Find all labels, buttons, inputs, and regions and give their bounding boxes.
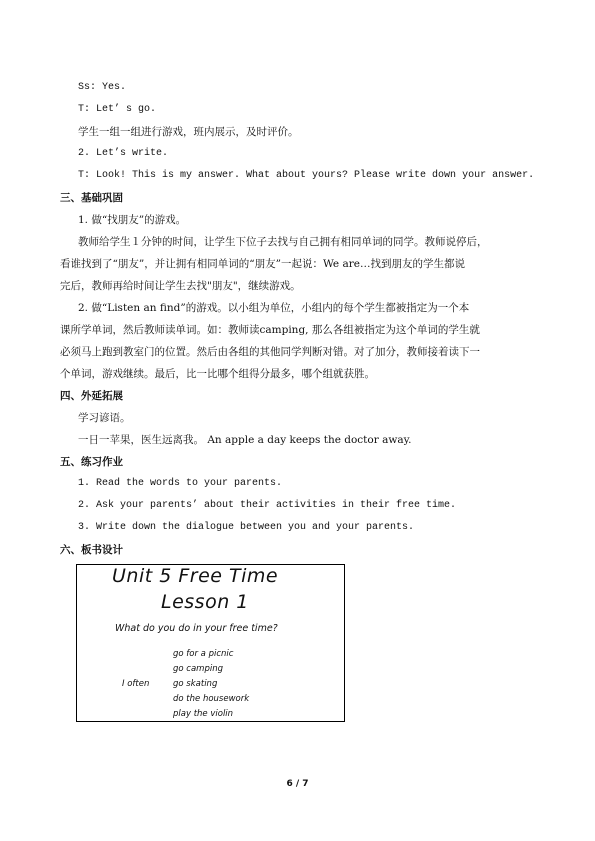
board-lesson-title: Lesson 1 <box>161 591 249 613</box>
homework-item: 3. Write down the dialogue between you and your parents. <box>78 522 415 533</box>
board-option: play the violin <box>173 709 234 719</box>
section-heading: 四、外延拓展 <box>60 390 123 402</box>
board-option: go camping <box>173 664 223 674</box>
activity-title: 2. 做“Listen an find”的游戏。以小组为单位，小组内的每个学生都被指定为一个本 <box>78 302 470 314</box>
page-number: 6 / 7 <box>286 779 309 789</box>
body-text: 完后，教师再给时间让学生去找"朋友"，继续游戏。 <box>60 280 301 292</box>
dialogue-line: T: Let’ s go. <box>78 104 157 115</box>
step-title: 2. Let’s write. <box>78 148 169 159</box>
section-heading: 三、基础巩固 <box>60 192 123 204</box>
body-text: 个单词，游戏继续。最后，比一比哪个组得分最多，哪个组就获胜。 <box>60 368 375 380</box>
dialogue-line: T: Look! This is my answer. What about yours? Please write down your answer. <box>78 170 535 181</box>
body-text: 课所学单词，然后教师读单词。如：教师读camping, 那么各组被指定为这个单词的学生就 <box>60 324 480 336</box>
homework-item: 1. Read the words to your parents. <box>78 478 283 489</box>
section-heading: 五、练习作业 <box>60 456 123 468</box>
body-text: 教师给学生１分钟的时间，让学生下位子去找与自己拥有相同单词的同学。教师说停后， <box>78 236 488 248</box>
board-option: do the housework <box>173 694 250 704</box>
body-text: 学生一组一组进行游戏，班内展示，及时评价。 <box>78 126 299 138</box>
proverb-text: 一日一苹果，医生远离我。 An apple a day keeps the doctor away. <box>78 434 412 446</box>
body-text: 学习谚语。 <box>78 412 131 424</box>
homework-item: 2. Ask your parents’ about their activities in their free time. <box>78 500 457 511</box>
board-option: go for a picnic <box>173 649 234 659</box>
board-option: go skating <box>173 679 218 689</box>
body-text: 看谁找到了“朋友”，并让拥有相同单词的“朋友”一起说：We are…找到朋友的学生都说 <box>60 258 465 270</box>
body-text: 必须马上跑到教室门的位置。然后由各组的其他同学判断对错。对了加分，教师接着读下一 <box>60 346 480 358</box>
activity-title: 1. 做“找朋友”的游戏。 <box>78 214 187 226</box>
board-subject: I often <box>122 679 150 689</box>
board-unit-title: Unit 5 Free Time <box>112 565 279 587</box>
board-question: What do you do in your free time? <box>115 623 278 634</box>
section-heading: 六、板书设计 <box>60 544 123 556</box>
dialogue-line: Ss: Yes. <box>78 82 127 93</box>
blackboard-design <box>76 564 345 722</box>
